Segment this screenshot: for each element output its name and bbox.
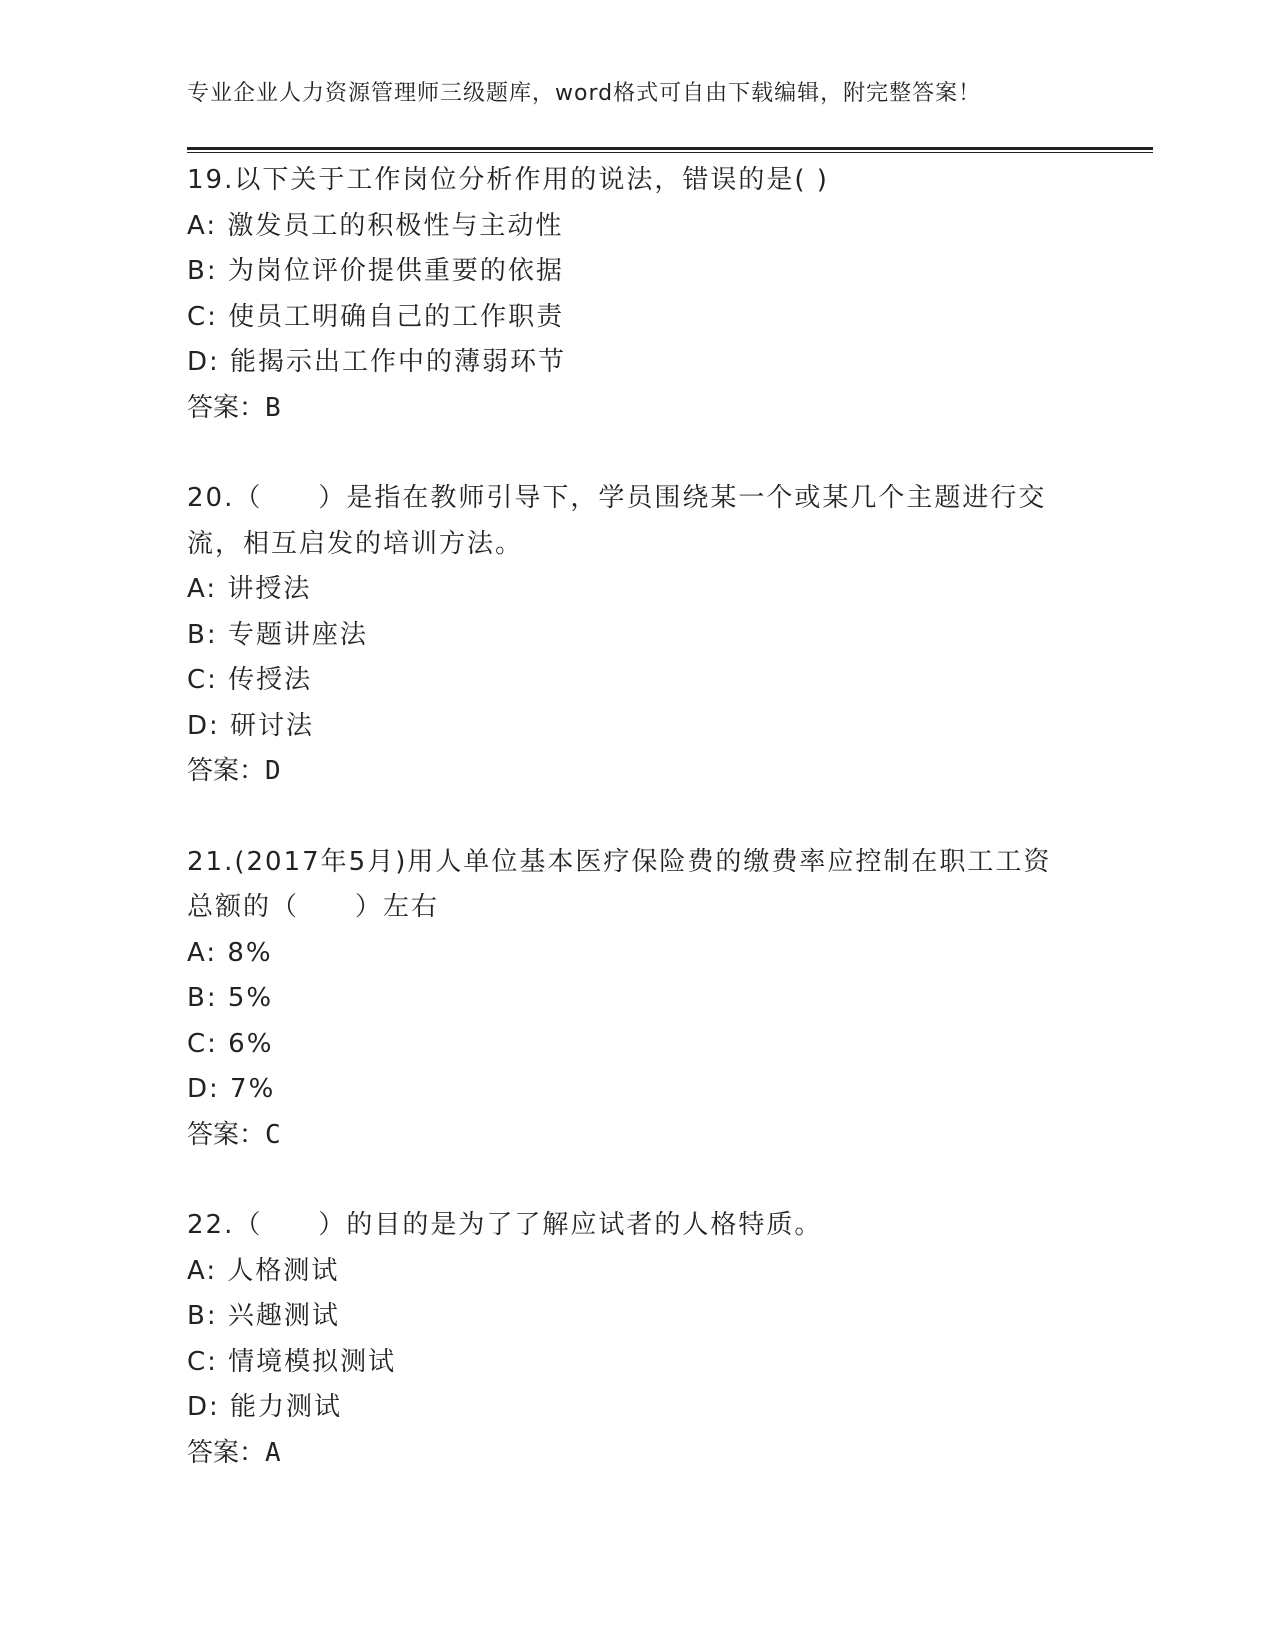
- question-19: [187, 158, 1087, 431]
- option-d: D: 7%: [187, 1074, 276, 1104]
- question-stem: 22.（ ）的目的是为了了解应试者的人格特质。: [187, 1210, 823, 1240]
- option-b: B: 兴趣测试: [187, 1301, 340, 1331]
- header-rule-thin: [187, 152, 1153, 153]
- question-stem-continued: 流，相互启发的培训方法。: [187, 528, 524, 559]
- answer-line: [187, 1113, 1087, 1159]
- question-21: [187, 840, 1087, 1159]
- option-b: B: 5%: [187, 983, 274, 1013]
- option-a: A: 8%: [187, 937, 273, 968]
- answer-line: [187, 1431, 1087, 1477]
- answer-value: D: [265, 756, 281, 786]
- option-d: D: 研讨法: [187, 710, 315, 741]
- answer-value: B: [265, 392, 281, 423]
- question-22: [187, 1203, 1087, 1476]
- question-stem: 19.以下关于工作岗位分析作用的说法，错误的是( ): [187, 165, 829, 195]
- question-stem: 21.(2017年5月)用人单位基本医疗保险费的缴费率应控制在职工工资: [187, 846, 1052, 877]
- header-rule-thick: [187, 147, 1153, 150]
- option-d: D: 能揭示出工作中的薄弱环节: [187, 347, 567, 377]
- answer-label: 答案：: [187, 1119, 266, 1150]
- document-header: 专业企业人力资源管理师三级题库，word格式可自由下载编辑，附完整答案！: [187, 81, 982, 106]
- answer-line: [187, 749, 1087, 795]
- answer-value: C: [265, 1119, 281, 1150]
- answer-label: 答案：: [187, 1437, 266, 1468]
- answer-label: 答案：: [187, 756, 266, 786]
- answer-line: [187, 386, 1087, 432]
- option-a: A: 激发员工的积极性与主动性: [187, 210, 564, 241]
- question-stem-continued: 总额的（ ）左右: [187, 892, 440, 922]
- question-list: [187, 158, 1087, 1521]
- answer-label: 答案：: [187, 392, 266, 423]
- option-b: B: 专题讲座法: [187, 619, 368, 650]
- option-a: A: 讲授法: [187, 574, 312, 604]
- option-c: C: 使员工明确自己的工作职责: [187, 301, 565, 332]
- option-c: C: 传授法: [187, 665, 313, 695]
- option-a: A: 人格测试: [187, 1255, 340, 1286]
- option-c: C: 6%: [187, 1028, 274, 1059]
- question-stem: 20.（ ）是指在教师引导下，学员围绕某一个或某几个主题进行交: [187, 483, 1047, 513]
- question-20: [187, 476, 1087, 795]
- answer-value: A: [265, 1437, 281, 1468]
- option-b: B: 为岗位评价提供重要的依据: [187, 256, 564, 286]
- option-c: C: 情境模拟测试: [187, 1346, 397, 1377]
- option-d: D: 能力测试: [187, 1392, 343, 1422]
